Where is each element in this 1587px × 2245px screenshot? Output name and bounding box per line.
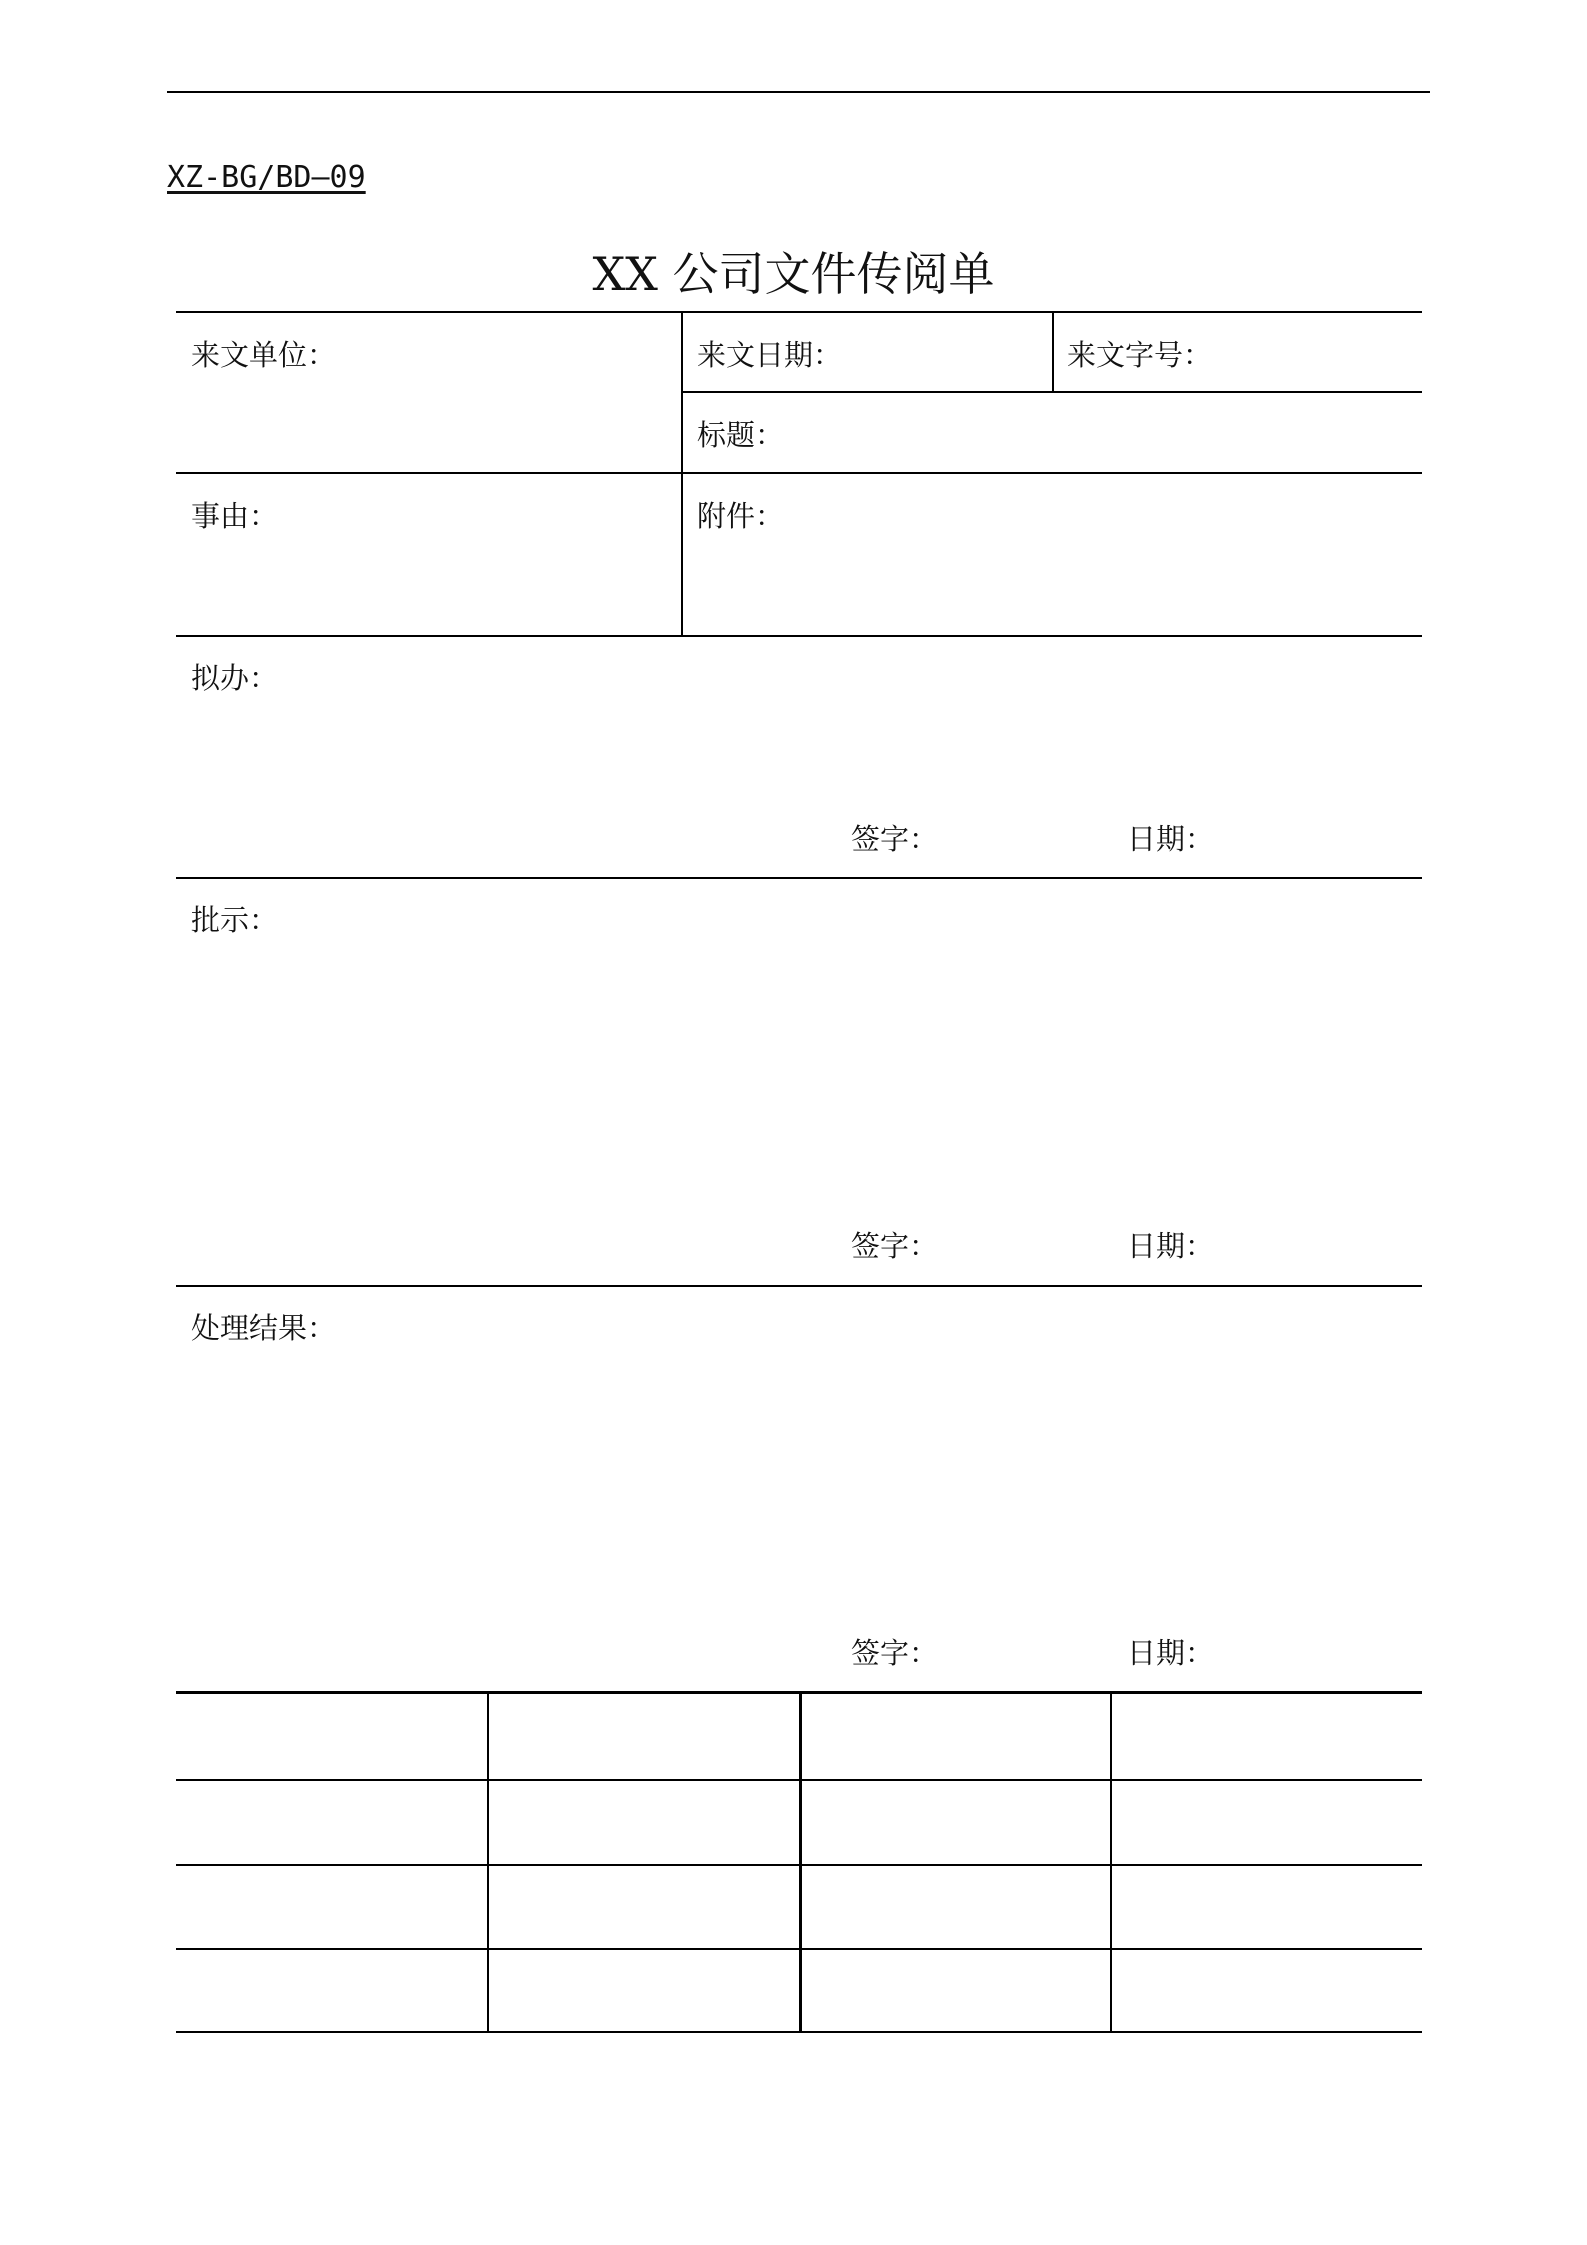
instruction-bottom-rule — [176, 1285, 1422, 1287]
instruction-date-label: 日期： — [1127, 1229, 1215, 1263]
instruction-label: 批示： — [191, 903, 279, 937]
subject-label: 标题： — [697, 418, 785, 452]
subject-bottom-rule — [176, 472, 1422, 474]
instruction-signature-label: 签字： — [851, 1229, 939, 1263]
source-number-label: 来文字号： — [1067, 338, 1213, 372]
reason-label: 事由： — [191, 499, 279, 533]
proposal-date-label: 日期： — [1127, 822, 1215, 856]
circulation-form — [176, 311, 1422, 2030]
document-code: XZ-BG/BD—09 — [167, 160, 366, 195]
document-title: XX 公司文件传阅单 — [592, 247, 995, 301]
attachment-label: 附件： — [697, 499, 785, 533]
header-rule — [167, 91, 1430, 93]
result-date-label: 日期： — [1127, 1636, 1215, 1670]
date-number-divider — [1052, 311, 1054, 391]
source-unit-label: 来文单位： — [191, 338, 337, 372]
circulation-table — [176, 1692, 1422, 2032]
form-top-border — [176, 311, 1422, 313]
proposal-label: 拟办： — [191, 661, 279, 695]
reason-bottom-rule — [176, 635, 1422, 637]
proposal-signature-label: 签字： — [851, 822, 939, 856]
result-signature-label: 签字： — [851, 1636, 939, 1670]
result-label: 处理结果： — [191, 1311, 337, 1345]
date-number-bottom-rule — [681, 391, 1422, 393]
source-date-label: 来文日期： — [697, 338, 843, 372]
header-column-divider — [681, 311, 683, 635]
proposal-bottom-rule — [176, 877, 1422, 879]
